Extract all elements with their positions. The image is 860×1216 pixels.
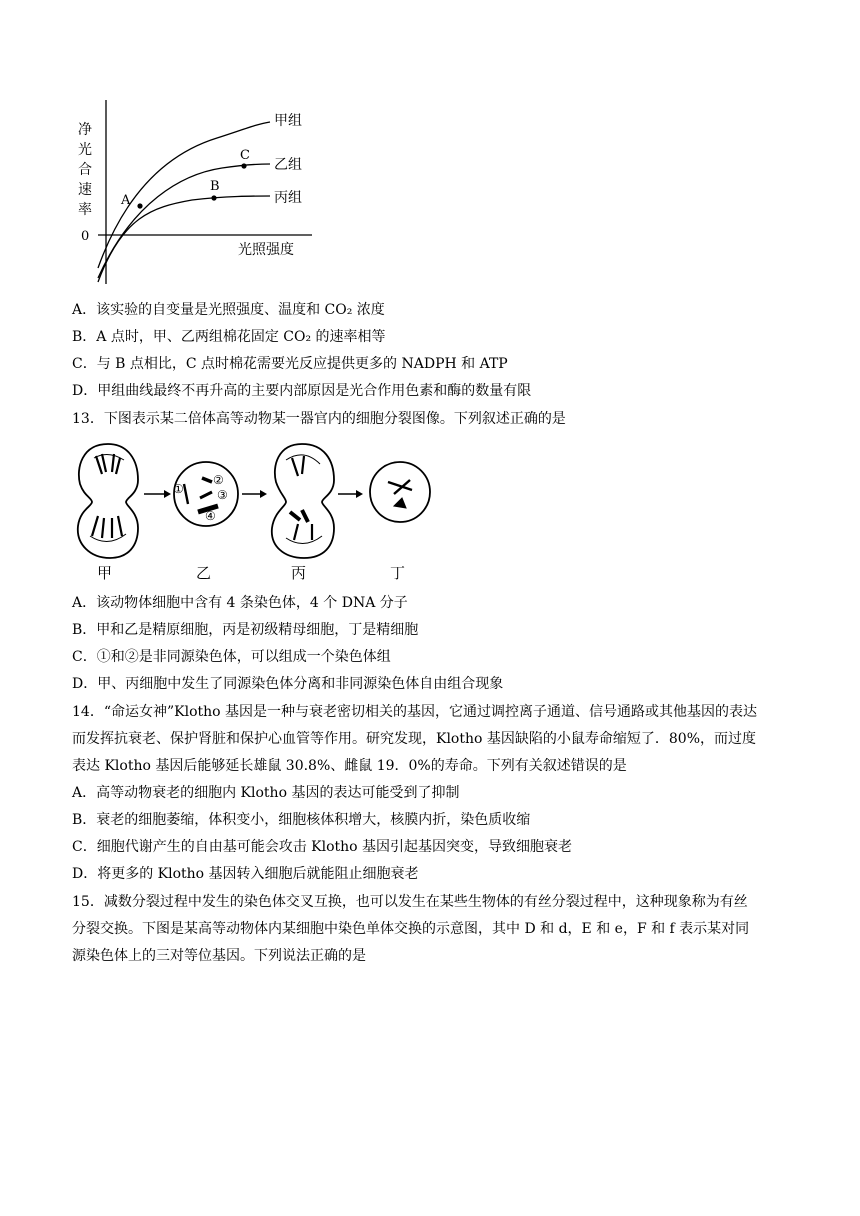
cell-jia	[78, 444, 138, 558]
q12-option-c: C．与 B 点相比，C 点时棉花需要光反应提供更多的 NADPH 和 ATP	[72, 356, 508, 372]
chromosome-mark-3: ③	[217, 488, 228, 502]
graph-ylabel-char: 速	[78, 182, 92, 198]
cell-label-bing: 丙	[291, 564, 307, 582]
arrow-3	[338, 490, 363, 498]
point-c-label: C	[240, 148, 250, 163]
graph-ylabel-char: 光	[78, 142, 92, 158]
curve-yi	[98, 164, 270, 278]
q14-option-a: A．高等动物衰老的细胞内 Klotho 基因的表达可能受到了抑制	[72, 785, 460, 801]
cell-division-figure	[72, 440, 442, 585]
chromosome-mark-1: ①	[173, 482, 184, 496]
q13-option-c: C．①和②是非同源染色体，可以组成一个染色体组	[72, 649, 391, 665]
arrow-2	[242, 490, 267, 498]
point-c	[241, 163, 246, 168]
q14-stem-line-3: 表达 Klotho 基因后能够延长雄鼠 30.8%、雌鼠 19．0%的寿命。下列有关叙述错误的是	[72, 758, 627, 774]
curve-label-yi: 乙组	[274, 157, 302, 173]
q15-stem-line-1: 15．减数分裂过程中发生的染色体交叉互换，也可以发生在某些生物体的有丝分裂过程中，这种现象称为有丝	[72, 894, 748, 910]
point-a	[137, 203, 142, 208]
chromosome-mark-2: ②	[213, 473, 224, 487]
q13-stem: 13．下图表示某二倍体高等动物某一器官内的细胞分裂图像。下列叙述正确的是	[72, 411, 566, 427]
q13-option-d: D．甲、丙细胞中发生了同源染色体分离和非同源染色体自由组合现象	[72, 676, 504, 692]
q13-option-b: B．甲和乙是精原细胞，丙是初级精母细胞，丁是精细胞	[72, 622, 419, 638]
q15-stem-line-3: 源染色体上的三对等位基因。下列说法正确的是	[72, 948, 366, 964]
point-a-label: A	[121, 193, 131, 208]
q13-option-a: A．该动物体细胞中含有 4 条染色体，4 个 DNA 分子	[72, 595, 408, 611]
chromosome-mark-4: ④	[205, 509, 216, 523]
graph-ylabel-char: 净	[78, 122, 92, 138]
q15-stem-line-2: 分裂交换。下图是某高等动物体内某细胞中染色单体交换的示意图，其中 D 和 d，E 和 e，F 和 f 表示某对同	[72, 921, 750, 937]
graph-ylabel-char: 合	[78, 162, 92, 178]
q12-option-b: B．A 点时，甲、乙两组棉花固定 CO₂ 的速率相等	[72, 329, 386, 345]
q14-option-c: C．细胞代谢产生的自由基可能会攻击 Klotho 基因引起基因突变，导致细胞衰老	[72, 839, 573, 855]
graph-ylabel-char: 率	[78, 202, 92, 218]
point-b-label: B	[210, 179, 220, 194]
arrow-1	[144, 490, 171, 498]
cell-yi	[173, 462, 238, 526]
q12-option-a: A．该实验的自变量是光照强度、温度和 CO₂ 浓度	[72, 302, 385, 318]
q14-option-b: B．衰老的细胞萎缩，体积变小，细胞核体积增大，核膜内折，染色质收缩	[72, 812, 531, 828]
cell-label-yi: 乙	[196, 564, 212, 582]
graph-zero-label: 0	[81, 229, 90, 244]
cell-ding	[370, 462, 430, 522]
photosynthesis-graph	[72, 92, 322, 292]
cell-label-ding: 丁	[390, 564, 406, 582]
curve-label-jia: 甲组	[274, 113, 302, 129]
cell-bing	[272, 444, 334, 558]
graph-xlabel: 光照强度	[238, 242, 294, 258]
point-b	[211, 195, 216, 200]
cell-label-jia: 甲	[97, 564, 113, 582]
curve-bing	[98, 196, 270, 282]
q14-stem-line-2: 而发挥抗衰老、保护肾脏和保护心血管等作用。研究发现，Klotho 基因缺陷的小鼠寿命缩短了．80%，而过度	[72, 731, 757, 747]
curve-label-bing: 丙组	[274, 190, 302, 206]
q12-option-d: D．甲组曲线最终不再升高的主要内部原因是光合作用色素和酶的数量有限	[72, 383, 532, 399]
q14-stem-line-1: 14．“命运女神”Klotho 基因是一种与衰老密切相关的基因，它通过调控离子通道、信号通路或其他基因的表达	[72, 704, 758, 720]
q14-option-d: D．将更多的 Klotho 基因转入细胞后就能阻止细胞衰老	[72, 866, 419, 882]
